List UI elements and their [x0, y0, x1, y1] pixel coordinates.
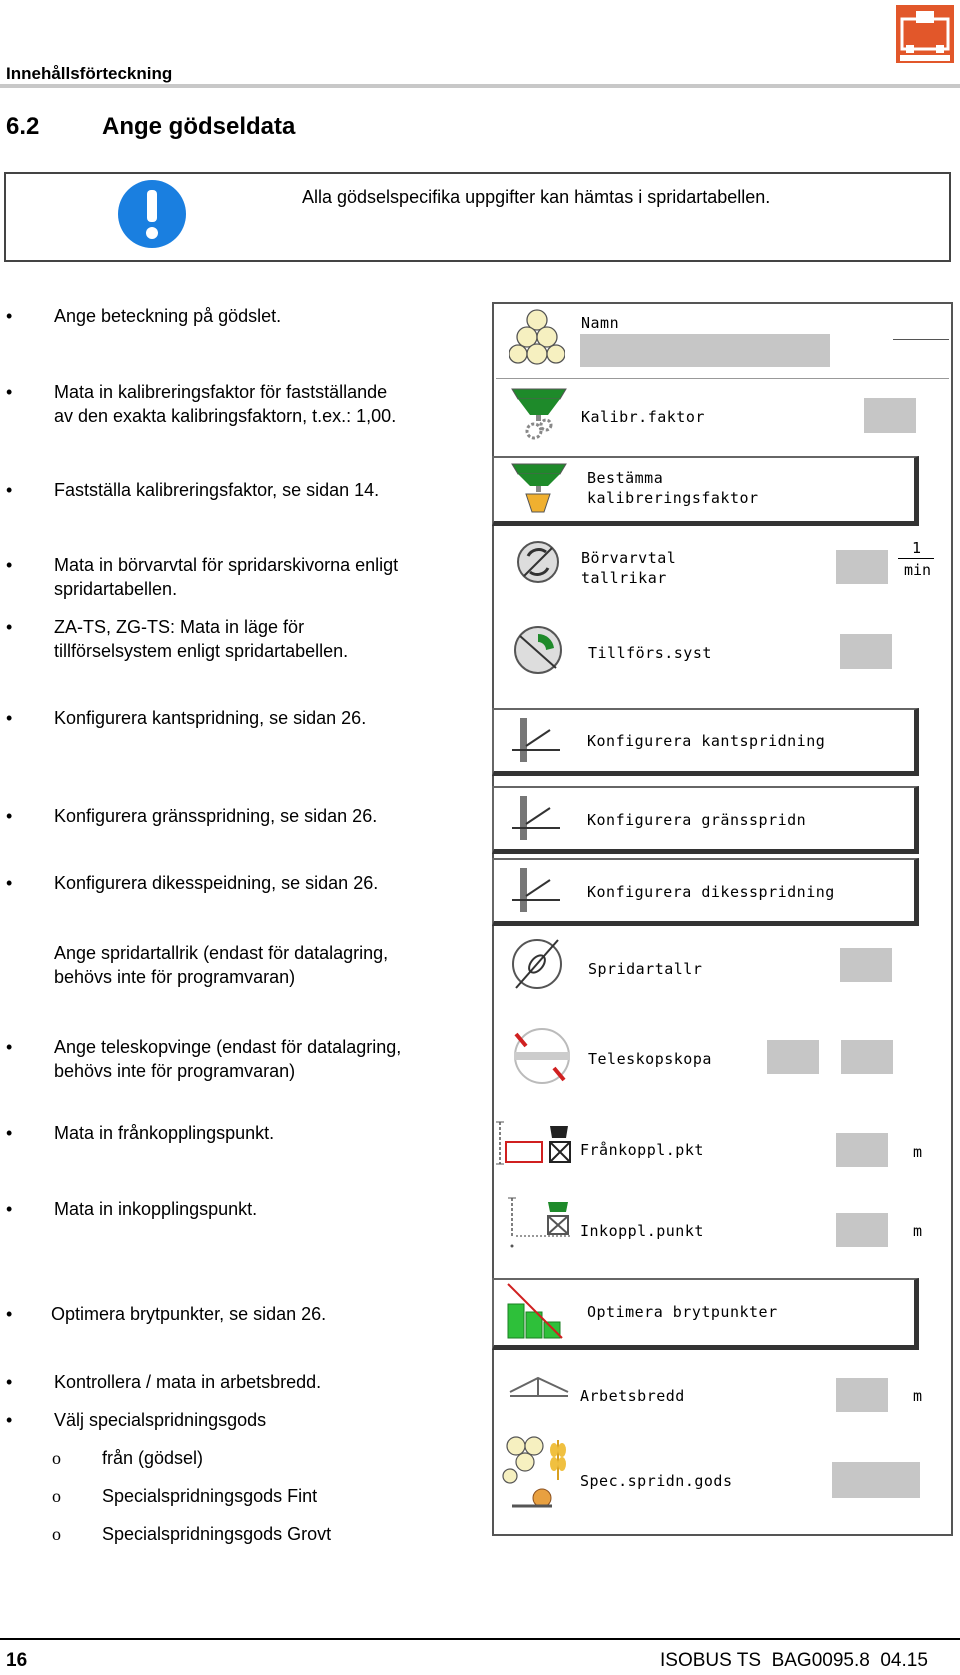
- bestamma-label-2: kalibreringsfaktor: [587, 489, 759, 507]
- frankoppl-input[interactable]: [836, 1133, 888, 1167]
- amazone-logo: [896, 5, 954, 63]
- document-id: ISOBUS TS BAG0095.8 04.15: [660, 1650, 928, 1671]
- optimize-points-icon: [506, 1282, 564, 1345]
- bullet-dot: •: [6, 806, 13, 826]
- bullet-item: Konfigurera dikesspeidning, se sidan 26.: [54, 873, 379, 893]
- kalibr-label: Kalibr.faktor: [581, 408, 705, 426]
- section-number: 6.2: [6, 113, 40, 140]
- bullet-item: Ange beteckning på gödslet.: [54, 306, 282, 326]
- teleskop-input-2[interactable]: [841, 1040, 893, 1074]
- bullet-item: Mata in inkopplingspunkt.: [54, 1199, 258, 1219]
- switch-on-point-icon: [506, 1196, 578, 1255]
- unit-m: m: [913, 1222, 923, 1240]
- section-title: Ange gödseldata: [102, 113, 296, 140]
- bullet-dot: •: [6, 1410, 13, 1430]
- arbetsbredd-label: Arbetsbredd: [580, 1387, 685, 1405]
- bullet-item: Ange spridartallrik (endast för datalagring,: [54, 943, 389, 963]
- bullet-item: Välj specialspridningsgods: [54, 1410, 267, 1430]
- inkoppl-input[interactable]: [836, 1213, 888, 1247]
- bullet-dot: •: [6, 617, 13, 637]
- teleskop-input-1[interactable]: [767, 1040, 819, 1074]
- bullet-item: behövs inte för programvaran): [54, 967, 296, 987]
- spridartallr-input[interactable]: [840, 948, 892, 982]
- bullet-item: behövs inte för programvaran): [54, 1061, 296, 1081]
- spridartallr-label: Spridartallr: [588, 960, 703, 978]
- sub-bullet-item: Specialspridningsgods Grovt: [102, 1524, 332, 1544]
- bullet-item: Konfigurera kantspridning, se sidan 26.: [54, 708, 367, 728]
- limit-spread-icon: [510, 794, 562, 847]
- special-material-icon: [502, 1436, 574, 1517]
- bullet-item: ZA-TS, ZG-TS: Mata in läge för: [54, 617, 305, 637]
- namn-label: Namn: [581, 314, 620, 332]
- sub-bullet-mark: o: [52, 1524, 61, 1544]
- fertilizer-granules-icon: [509, 308, 565, 371]
- kant-label: Konfigurera kantspridning: [587, 732, 826, 750]
- bullet-item: Fastställa kalibreringsfaktor, se sidan 14.: [54, 480, 380, 500]
- bullet-dot: •: [6, 480, 13, 500]
- dikes-label: Konfigurera dikesspridning: [587, 883, 835, 901]
- bullet-item: Kontrollera / mata in arbetsbredd.: [54, 1372, 322, 1392]
- sub-bullet-mark: o: [52, 1486, 61, 1506]
- toc-label: Innehållsförteckning: [6, 64, 173, 83]
- bullet-dot: •: [6, 1123, 13, 1143]
- borvarvtal-label-2: tallrikar: [581, 569, 667, 587]
- unit-m: m: [913, 1143, 923, 1161]
- grans-label: Konfigurera gränsspridn: [587, 811, 807, 829]
- divider: [893, 339, 949, 340]
- tillfors-input[interactable]: [840, 634, 892, 669]
- sub-bullet-item: Specialspridningsgods Fint: [102, 1486, 318, 1506]
- unit-m: m: [913, 1387, 923, 1405]
- spec-input[interactable]: [832, 1462, 920, 1498]
- bullet-dot: •: [6, 1372, 13, 1392]
- unit-one: 1: [912, 539, 922, 557]
- namn-input[interactable]: [580, 334, 830, 367]
- bullet-dot: •: [6, 873, 13, 893]
- border-spread-icon: [510, 716, 562, 769]
- switch-off-point-icon: [496, 1118, 576, 1173]
- spreader-gear-icon: [508, 385, 570, 448]
- working-width-icon: [508, 1374, 570, 1409]
- bullet-dot: •: [6, 708, 13, 728]
- borvarvtal-label: Börvarvtal: [581, 549, 677, 567]
- telescopic-vane-icon: [510, 1026, 574, 1091]
- bullet-item: Mata in frånkopplingspunkt.: [54, 1123, 275, 1143]
- page-number: 16: [6, 1650, 28, 1671]
- arbetsbredd-input[interactable]: [836, 1378, 888, 1412]
- bullet-item: spridartabellen.: [54, 579, 178, 599]
- bullet-item: Ange teleskopvinge (endast för datalagring,: [54, 1037, 402, 1057]
- bestamma-label: Bestämma: [587, 469, 664, 487]
- frankoppl-label: Frånkoppl.pkt: [580, 1141, 704, 1159]
- feed-system-icon: [512, 624, 564, 681]
- unit-fraction-line: [898, 558, 934, 559]
- optimera-label: Optimera brytpunkter: [587, 1303, 778, 1321]
- sub-bullet-item: från (gödsel): [102, 1448, 204, 1468]
- footer-rule: [0, 1638, 960, 1640]
- bullet-dot: •: [6, 382, 13, 402]
- tillfors-label: Tillförs.syst: [588, 644, 712, 662]
- sub-bullet-mark: o: [52, 1448, 61, 1468]
- spec-label: Spec.spridn.gods: [580, 1472, 733, 1490]
- bullet-item: Mata in börvarvtal för spridarskivorna enligt: [54, 555, 399, 575]
- spreading-disc-icon: [510, 936, 564, 997]
- teleskop-label: Teleskopskopa: [588, 1050, 712, 1068]
- bullet-dot: •: [6, 1304, 13, 1324]
- bullet-dot: •: [6, 306, 13, 326]
- kalibr-input[interactable]: [864, 398, 916, 433]
- bullet-item: tillförselsystem enligt spridartabellen.: [54, 641, 349, 661]
- bullet-dot: •: [6, 1199, 13, 1219]
- inkoppl-label: Inkoppl.punkt: [580, 1222, 704, 1240]
- bullet-item: av den exakta kalibringsfaktorn, t.ex.: 1,00.: [54, 406, 397, 426]
- exclamation-icon: [116, 178, 188, 255]
- bullet-item: Optimera brytpunkter, se sidan 26.: [51, 1304, 327, 1324]
- notice-text: Alla gödselspecifika uppgifter kan hämtas i spridartabellen.: [302, 187, 771, 207]
- bullet-dot: •: [6, 1037, 13, 1057]
- spreader-funnel-icon: [508, 460, 570, 521]
- disc-rotation-icon: [514, 538, 562, 591]
- bullet-dot: •: [6, 555, 13, 575]
- ditch-spread-icon: [510, 866, 562, 919]
- header-rule: [0, 84, 960, 88]
- bullet-item: Mata in kalibreringsfaktor för fastställande: [54, 382, 388, 402]
- borvarvtal-input[interactable]: [836, 550, 888, 584]
- bullet-item: Konfigurera gränsspridning, se sidan 26.: [54, 806, 378, 826]
- unit-min: min: [904, 561, 932, 579]
